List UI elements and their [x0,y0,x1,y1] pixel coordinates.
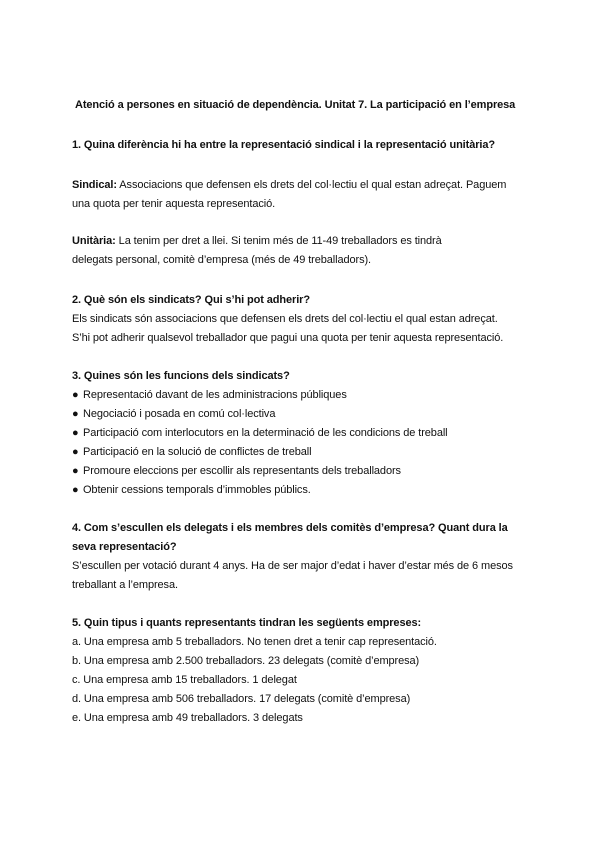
question-4-line-2: seva representació? [72,541,177,553]
unitaria-label: Unitària: [72,235,116,247]
question-5: 5. Quin tipus i quants representants tindran les següents empreses: [72,617,422,629]
sindical-text: Associacions que defensen els drets del col·lectiu el qual estan adreçat. Paguem [116,179,507,191]
list-item: ● Negociació i posada en comú col·lectiva [72,408,276,420]
bullet-icon: ● [72,446,79,458]
answer-4-line-1: S’escullen per votació durant 4 anys. Ha de ser major d’edat i haver d’estar més de 6 mesos [72,560,513,572]
answer-1-sindical-line-1 [72,178,506,192]
answer-1-sindical-line-2: una quota per tenir aquesta representació. [72,198,276,210]
question-1: 1. Quina diferència hi ha entre la representació sindical i la representació unitària? [72,139,495,151]
answer-4-line-2: treballant a l’empresa. [72,579,178,591]
unitaria-text: La tenim per dret a llei. Si tenim més de 11-49 treballadors es tindrà [115,235,442,247]
list-item: e. Una empresa amb 49 treballadors. 3 delegats [72,712,303,724]
question-2: 2. Què són els sindicats? Qui s’hi pot adherir? [72,294,310,306]
answer-1-unitaria-line-2: delegats personal, comitè d’empresa (més de 49 treballadors). [72,254,372,266]
list-item: ● Participació en la solució de conflictes de treball [72,446,312,458]
list-item: b. Una empresa amb 2.500 treballadors. 23 delegats (comitè d’empresa) [72,655,420,667]
answer-2-line-1: Els sindicats són associacions que defensen els drets del col·lectiu el qual estan adreçat. [72,313,498,325]
document-title: Atenció a persones en situació de dependència. Unitat 7. La participació en l’empresa [75,99,516,111]
bullet-icon: ● [72,427,79,439]
sindical-label: Sindical: [72,179,117,191]
question-4-line-1: 4. Com s’escullen els delegats i els membres dels comitès d’empresa? Quant dura la [72,522,508,534]
list-item: ● Promoure eleccions per escollir als representants dels treballadors [72,465,401,477]
answer-2-line-2: S’hi pot adherir qualsevol treballador que pagui una quota per tenir aquesta representació. [72,332,504,344]
answer-1-unitaria-line-1 [72,234,442,248]
bullet-icon: ● [72,408,79,420]
list-item: ● Representació davant de les administracions públiques [72,389,347,401]
list-item: ● Obtenir cessions temporals d’immobles públics. [72,484,311,496]
bullet-icon: ● [72,465,79,477]
list-item: a. Una empresa amb 5 treballadors. No tenen dret a tenir cap representació. [72,636,437,648]
list-item: ● Participació com interlocutors en la determinació de les condicions de treball [72,427,448,439]
question-3: 3. Quines són les funcions dels sindicats? [72,370,290,382]
bullet-icon: ● [72,389,79,401]
list-item: c. Una empresa amb 15 treballadors. 1 delegat [72,674,297,686]
bullet-icon: ● [72,484,79,496]
list-item: d. Una empresa amb 506 treballadors. 17 delegats (comitè d’empresa) [72,693,411,705]
